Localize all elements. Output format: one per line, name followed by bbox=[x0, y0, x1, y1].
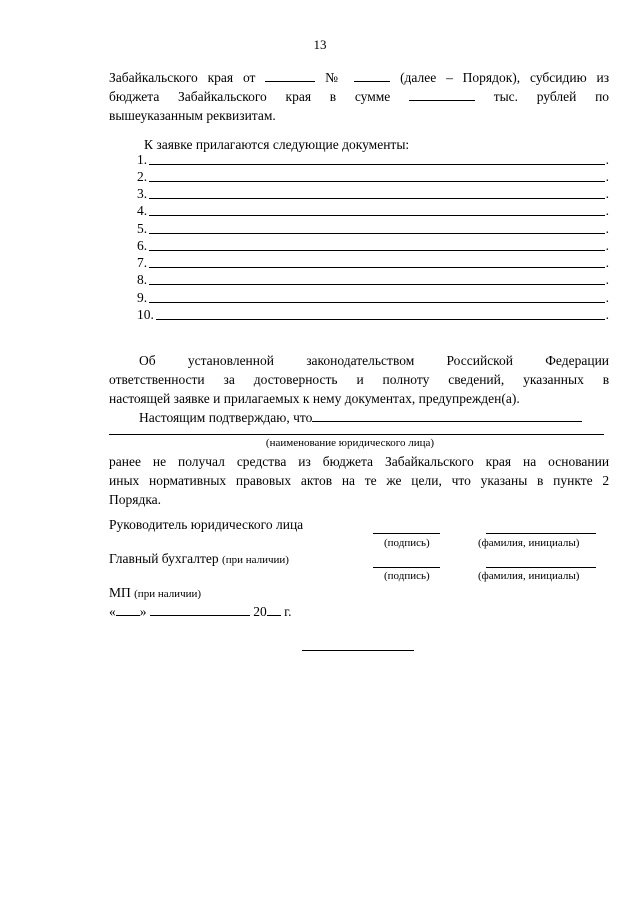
document-line[interactable] bbox=[149, 198, 605, 199]
documents-heading: К заявке прилагаются следующие документы: bbox=[144, 137, 410, 152]
document-line[interactable] bbox=[149, 302, 605, 303]
responsibility-line-1: Об установленной законодательством Российской Федерации bbox=[139, 353, 610, 368]
accountant-name-caption: (фамилия, инициалы) bbox=[478, 570, 580, 582]
accountant-signature-caption: (подпись) bbox=[384, 570, 430, 582]
date-month-blank[interactable] bbox=[150, 603, 250, 616]
responsibility-line-2: ответственности за достоверность и полноту сведений, указанных в bbox=[109, 372, 610, 387]
document-line[interactable] bbox=[149, 267, 605, 268]
responsibility-line-3: настоящей заявке и прилагаемых к нему документах, предупрежден(а). bbox=[109, 391, 520, 406]
intro-line-1: Забайкальского края от № (далее – Порядок), субсидию из bbox=[109, 70, 610, 85]
document-item-8[interactable]: 8. . bbox=[137, 272, 609, 287]
legal-entity-caption: (наименование юридического лица) bbox=[265, 437, 435, 449]
document-item-4[interactable]: 4. . bbox=[137, 203, 609, 218]
document-line[interactable] bbox=[149, 284, 605, 285]
legal-entity-name-blank[interactable] bbox=[312, 409, 582, 422]
document-item-3[interactable]: 3. . bbox=[137, 186, 609, 201]
document-line[interactable] bbox=[149, 233, 605, 234]
end-separator-line bbox=[302, 650, 414, 651]
document-item-2[interactable]: 2. . bbox=[137, 169, 609, 184]
not-received-paragraph bbox=[109, 452, 609, 509]
not-received-line-1: ранее не получал средства из бюджета Забайкальского края на основании bbox=[109, 454, 610, 469]
document-line[interactable] bbox=[149, 181, 605, 182]
decree-date-blank[interactable] bbox=[265, 69, 315, 82]
date-year-blank[interactable] bbox=[267, 603, 281, 616]
intro-line-2: бюджета Забайкальского края в сумме тыс. рублей по bbox=[109, 89, 610, 104]
document-line[interactable] bbox=[156, 319, 605, 320]
document-item-1[interactable]: 1. . bbox=[137, 152, 609, 167]
document-line[interactable] bbox=[149, 215, 605, 216]
date-line: « » 20 г. bbox=[109, 604, 292, 619]
accountant-signature-line[interactable] bbox=[373, 567, 440, 568]
decree-number-blank[interactable] bbox=[354, 69, 390, 82]
document-item-7[interactable]: 7. . bbox=[137, 255, 609, 270]
head-signature-line[interactable] bbox=[373, 533, 440, 534]
date-day-blank[interactable] bbox=[116, 603, 140, 616]
legal-entity-name-line[interactable] bbox=[109, 434, 604, 435]
head-signature-caption: (подпись) bbox=[384, 537, 430, 549]
head-name-line[interactable] bbox=[486, 533, 596, 534]
confirm-line: Настоящим подтверждаю, что bbox=[109, 408, 609, 427]
head-of-entity-label: Руководитель юридического лица bbox=[109, 517, 304, 532]
document-item-5[interactable]: 5. . bbox=[137, 221, 609, 236]
accountant-name-line[interactable] bbox=[486, 567, 596, 568]
responsibility-paragraph bbox=[109, 351, 609, 427]
intro-paragraph bbox=[109, 68, 609, 125]
head-name-caption: (фамилия, инициалы) bbox=[478, 537, 580, 549]
document-item-9[interactable]: 9. . bbox=[137, 290, 609, 305]
document-line[interactable] bbox=[149, 250, 605, 251]
page-number: 13 bbox=[313, 37, 327, 52]
not-received-line-3: Порядка. bbox=[109, 492, 162, 507]
document-line[interactable] bbox=[149, 164, 605, 165]
document-item-6[interactable]: 6. . bbox=[137, 238, 609, 253]
amount-blank[interactable] bbox=[409, 88, 475, 101]
document-item-10[interactable]: 10. . bbox=[137, 307, 609, 322]
seal-label: МП (при наличии) bbox=[109, 585, 202, 600]
not-received-line-2: иных нормативных правовых актов на те же цели, что указаны в пункте 2 bbox=[109, 473, 610, 488]
intro-line-3: вышеуказанным реквизитам. bbox=[109, 108, 276, 123]
chief-accountant-label: Главный бухгалтер (при наличии) bbox=[109, 551, 289, 566]
